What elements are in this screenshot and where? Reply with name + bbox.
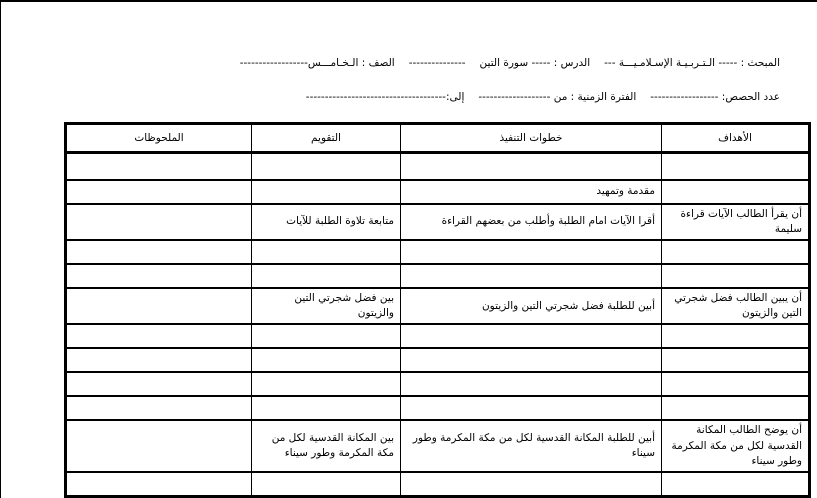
lesson-label: الدرس : ----- سورة التين bbox=[479, 57, 591, 69]
table-row bbox=[66, 420, 810, 472]
evaluation-cell: بين المكانة القدسية لكل من مكة المكرمة وطور سيناء bbox=[252, 420, 401, 472]
header-line-1 bbox=[60, 57, 780, 69]
notes-cell bbox=[66, 153, 252, 180]
steps-cell: أقرا الآيات امام الطلبة وأطلب من بعضهم القراءة bbox=[401, 204, 662, 240]
table-row bbox=[66, 204, 810, 240]
objective-cell bbox=[662, 472, 810, 496]
notes-cell bbox=[66, 372, 252, 396]
table-body bbox=[66, 153, 810, 497]
table-row bbox=[66, 324, 810, 348]
table-row bbox=[66, 153, 810, 180]
sessions-label: عدد الحصص: ------------------ bbox=[650, 91, 780, 103]
evaluation-cell bbox=[252, 396, 401, 420]
period-to-label: إلى:------------------------------------- bbox=[305, 91, 465, 103]
table-row bbox=[66, 240, 810, 264]
objective-cell: أن يبين الطالب فضل شجرتي التين والزيتون bbox=[662, 288, 810, 324]
evaluation-cell: متابعة تلاوة الطلبة للآيات bbox=[252, 204, 401, 240]
table-row bbox=[66, 372, 810, 396]
column-header-objectives: الأهداف bbox=[662, 124, 810, 153]
steps-cell bbox=[401, 472, 662, 496]
steps-cell bbox=[401, 396, 662, 420]
steps-cell: أبين للطلبة المكانة القدسية لكل من مكة المكرمة وطور سيناء bbox=[401, 420, 662, 472]
objective-cell bbox=[662, 372, 810, 396]
lesson-plan-table bbox=[64, 122, 811, 498]
objective-cell bbox=[662, 240, 810, 264]
page-left-border bbox=[0, 0, 1, 498]
steps-cell bbox=[401, 348, 662, 372]
evaluation-cell bbox=[252, 264, 401, 288]
notes-cell bbox=[66, 204, 252, 240]
objective-cell bbox=[662, 396, 810, 420]
steps-cell bbox=[401, 372, 662, 396]
notes-cell bbox=[66, 348, 252, 372]
evaluation-cell bbox=[252, 324, 401, 348]
table-row bbox=[66, 180, 810, 204]
objective-cell bbox=[662, 180, 810, 204]
header-line-2 bbox=[60, 91, 780, 103]
column-header-steps: خطوات التنفيذ bbox=[401, 124, 662, 153]
table-row bbox=[66, 348, 810, 372]
evaluation-cell bbox=[252, 472, 401, 496]
notes-cell bbox=[66, 264, 252, 288]
notes-cell bbox=[66, 240, 252, 264]
page-top-border bbox=[0, 0, 817, 2]
evaluation-cell bbox=[252, 180, 401, 204]
notes-cell bbox=[66, 420, 252, 472]
table-header-row bbox=[66, 124, 810, 153]
objective-cell: أن يقرأ الطالب الآيات قراءة سليمة bbox=[662, 204, 810, 240]
objective-cell bbox=[662, 264, 810, 288]
steps-cell bbox=[401, 324, 662, 348]
steps-cell bbox=[401, 153, 662, 180]
table-row bbox=[66, 472, 810, 496]
objective-cell: أن يوضح الطالب المكانة القدسية لكل من مكة المكرمة وطور سيناء bbox=[662, 420, 810, 472]
objective-cell bbox=[662, 348, 810, 372]
objective-cell bbox=[662, 324, 810, 348]
evaluation-cell bbox=[252, 348, 401, 372]
notes-cell bbox=[66, 472, 252, 496]
objective-cell bbox=[662, 153, 810, 180]
lesson-dashes: --------------- bbox=[408, 57, 466, 69]
grade-label: الصف : الـخـامـــس------------------ bbox=[239, 57, 395, 69]
period-from-label: الفترة الزمنية : من ------------------- bbox=[478, 91, 637, 103]
notes-cell bbox=[66, 180, 252, 204]
steps-cell bbox=[401, 264, 662, 288]
evaluation-cell bbox=[252, 153, 401, 180]
table-row bbox=[66, 396, 810, 420]
steps-cell: أبين للطلبة فضل شجرتي التين والزيتون bbox=[401, 288, 662, 324]
notes-cell bbox=[66, 288, 252, 324]
notes-cell bbox=[66, 396, 252, 420]
steps-cell: مقدمة وتمهيد bbox=[401, 180, 662, 204]
table-row bbox=[66, 264, 810, 288]
column-header-notes: الملحوظات bbox=[66, 124, 252, 153]
evaluation-cell bbox=[252, 372, 401, 396]
column-header-evaluation: التقويم bbox=[252, 124, 401, 153]
table-row bbox=[66, 288, 810, 324]
notes-cell bbox=[66, 324, 252, 348]
evaluation-cell bbox=[252, 240, 401, 264]
subject-label: المبحث : ----- الـتـربـيـة الإسـلامـيـــة --- bbox=[604, 57, 780, 69]
evaluation-cell: بين فضل شجرتي التين والزيتون bbox=[252, 288, 401, 324]
steps-cell bbox=[401, 240, 662, 264]
